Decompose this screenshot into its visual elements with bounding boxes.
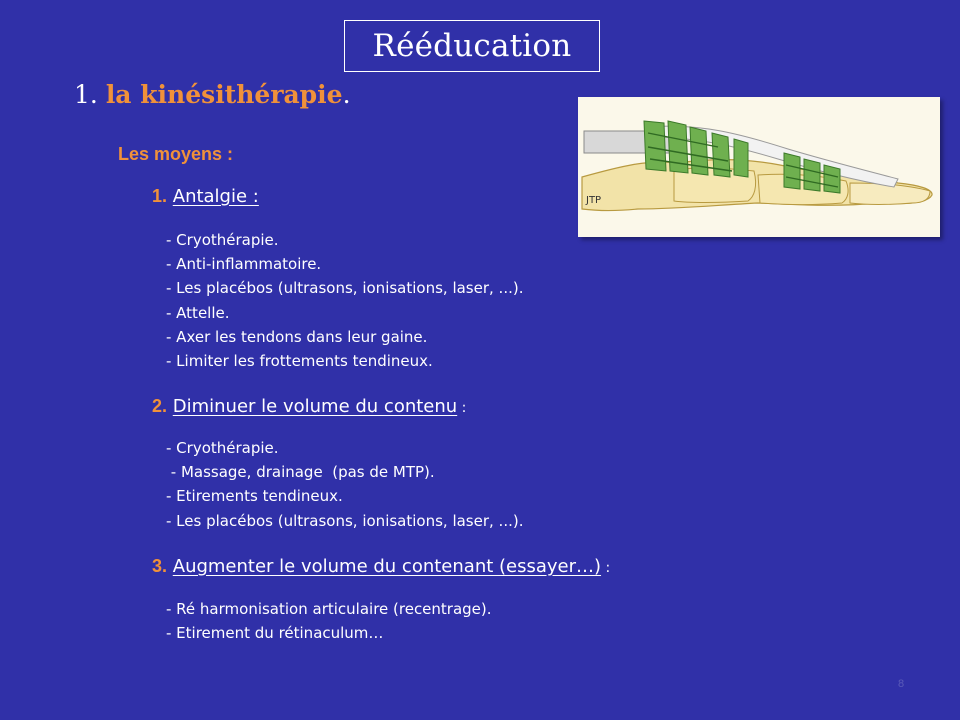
subheading-diminuer [152,396,466,417]
list-item: - Cryothérapie. [166,439,279,457]
slide-title [344,20,600,72]
slide-title-text: Rééducation [372,28,572,64]
list-item: - Ré harmonisation articulaire (recentrage). [166,600,492,618]
list-item: - Etirement du rétinaculum… [166,624,384,643]
list-item: - Les placébos (ultrasons, ionisations, laser, ...). [166,511,524,530]
list-item: - Massage, drainage (pas de MTP). [166,463,435,482]
subheading-number: 1. [152,186,168,206]
list-item: - Les placébos (ultrasons, ionisations, laser, ...). [166,279,524,298]
list-item: - Attelle. [166,303,230,322]
subheading-title: Diminuer le volume du contenu [172,396,458,417]
subheading-number: 2. [152,396,168,416]
subheading-augmenter [152,556,610,577]
list-antalgie [166,228,523,373]
list-item: - Limiter les frottements tendineux. [166,352,433,371]
list-item: - Anti-inflammatoire. [166,255,322,274]
subheading-antalgie [152,186,259,207]
page-number: 8 [898,678,905,690]
section-heading [74,80,351,109]
list-diminuer [166,436,523,533]
subheading-title: Antalgie : [172,186,259,207]
finger-tape-drawing [578,97,940,237]
heading-suffix: . [342,80,351,109]
illustration-signature: JTP [586,195,602,206]
list-item: - Cryothérapie. [166,231,279,249]
subheading-suffix: : [457,400,467,416]
subheading-number: 3. [152,556,168,576]
list-item: - Etirements tendineux. [166,487,343,506]
list-item: - Axer les tendons dans leur gaine. [166,327,428,346]
subheading-suffix: : [601,560,611,576]
section-label: Les moyens : [118,144,234,164]
list-augmenter [166,597,492,645]
finger-tendon-illustration [578,97,940,237]
heading-prefix: 1. [74,80,106,109]
heading-highlight: la kinésithérapie [105,80,343,109]
subheading-title: Augmenter le volume du contenant (essayer…) [172,556,602,577]
